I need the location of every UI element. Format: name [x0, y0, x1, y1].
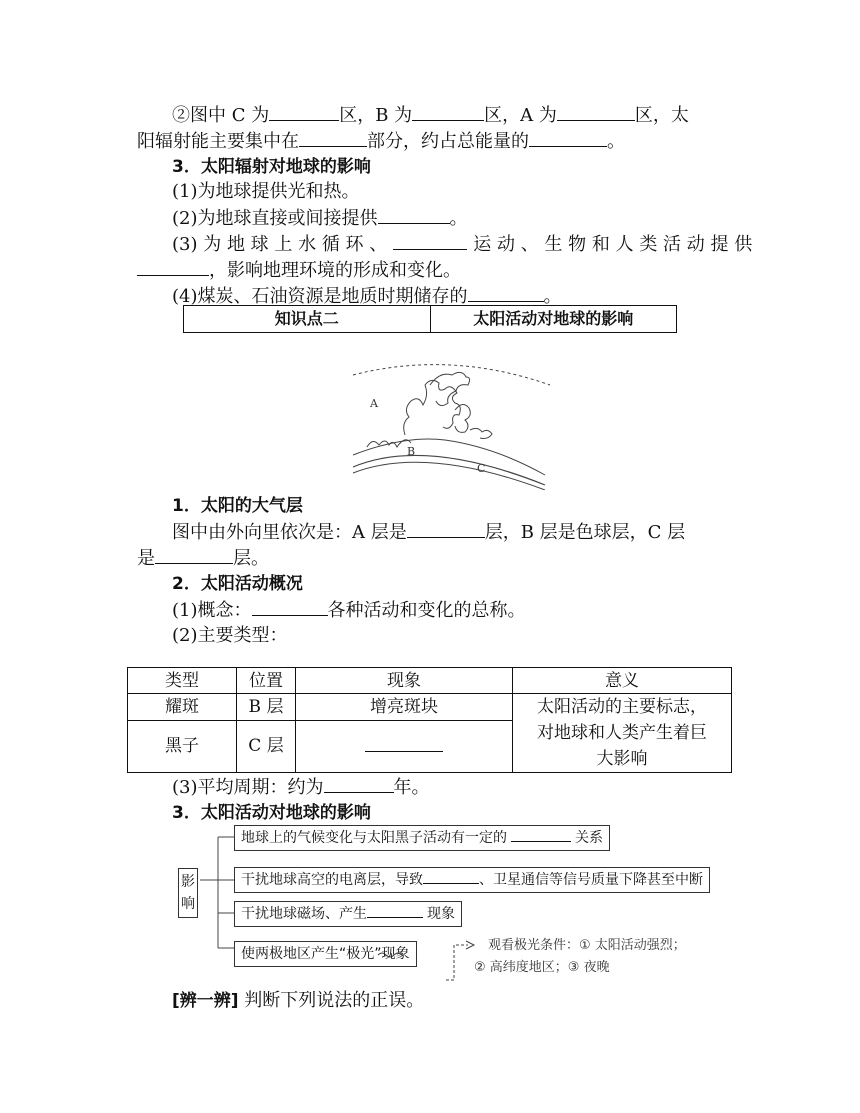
branch-text: 干扰地球磁场、产生	[241, 906, 367, 922]
answer-blank	[511, 827, 571, 842]
q2-text: 阳辐射能主要集中在	[137, 131, 299, 152]
atm-text: 是	[137, 548, 155, 569]
meaning-line: 太阳活动的主要标志，	[537, 697, 707, 717]
answer-blank	[299, 128, 367, 147]
answer-blank	[367, 903, 423, 918]
branch-text: ”现象	[374, 946, 410, 962]
meaning-line: 对地球和人类产生着巨	[537, 723, 707, 743]
meaning-line: 大影响	[596, 749, 648, 769]
atm-line2	[137, 545, 269, 572]
q2-line2	[137, 128, 625, 155]
types-line: (2)主要类型：	[172, 625, 288, 646]
answer-blank	[378, 205, 450, 224]
answer-blank	[365, 733, 443, 752]
meaning-cell	[513, 694, 732, 773]
item-text: 。	[449, 208, 468, 229]
list-item: (1)为地球提供光和热。	[172, 181, 360, 202]
table-header-row	[128, 668, 732, 694]
table-header: 意义	[513, 668, 732, 694]
atm-line1	[172, 519, 685, 546]
impact-root-box	[178, 868, 198, 918]
answer-blank	[423, 869, 479, 884]
answer-blank	[557, 102, 635, 121]
branch-text: 现象	[427, 906, 455, 922]
q2-text: 区，太	[634, 105, 689, 126]
knowledge-point-header	[183, 305, 677, 333]
item-text: (4)煤炭、石油资源是地质时期储存的	[172, 286, 468, 307]
impact-branch-ionosphere	[234, 867, 710, 893]
answer-blank	[393, 231, 467, 250]
judge-text: 判断下列说法的正误。	[238, 990, 425, 1011]
branch-text: 、卫星通信等信号质量下降甚至中断	[479, 872, 703, 888]
item-text: 运 动 、 生 物 和 人 类 活 动 提 供	[473, 234, 753, 255]
answer-blank	[252, 597, 328, 616]
item-text: (3) 为 地 球 上 水 循 环 、	[172, 234, 388, 255]
table-cell: 黑子	[128, 720, 237, 772]
table-header: 类型	[128, 668, 237, 694]
solar-activity-table	[127, 667, 732, 773]
impact-branch-magnetic	[234, 901, 462, 927]
q2-text: ②图中 C 为	[172, 105, 270, 126]
table-header: 位置	[237, 668, 296, 694]
q2-text: 部分，约占总能量的	[367, 131, 529, 152]
table-cell: 增亮斑块	[296, 694, 513, 721]
judge-tag: [辨一辨]	[172, 991, 239, 1011]
knowledge-point-title: 太阳活动对地球的影响	[473, 309, 634, 328]
root-char: 影	[181, 874, 195, 890]
item-text: (2)为地球直接或间接提供	[172, 208, 378, 229]
branch-text: 关系	[575, 830, 603, 846]
concept-text: (1)概念：	[172, 600, 252, 621]
answer-blank	[155, 545, 233, 564]
table-cell: B 层	[237, 694, 296, 721]
answer-blank	[412, 102, 484, 121]
table-cell: 耀斑	[128, 694, 237, 721]
list-item	[172, 231, 752, 258]
knowledge-point-label: 知识点二	[184, 306, 431, 332]
concept-text: 各种活动和变化的总称。	[327, 600, 526, 621]
impact-branch-climate	[234, 825, 610, 851]
table-row	[128, 694, 732, 721]
item-text: ，影响地理环境的形成和变化。	[209, 260, 461, 281]
sun-atmosphere-figure	[345, 355, 555, 490]
aurora-keyword: 极光	[346, 946, 375, 962]
aurora-note-line1: 观看极光条件：① 太阳活动强烈；	[488, 938, 686, 953]
list-item-cont	[137, 257, 461, 284]
answer-blank	[137, 257, 209, 276]
q2-text: 。	[607, 131, 625, 152]
section-heading: 1．太阳的大气层	[172, 496, 303, 516]
figure-label-c: C	[477, 462, 486, 475]
table-cell: C 层	[237, 720, 296, 772]
answer-blank	[269, 102, 339, 121]
section-heading: 3．太阳活动对地球的影响	[172, 803, 371, 823]
period-line	[172, 774, 430, 801]
section-heading: 3．太阳辐射对地球的影响	[172, 157, 371, 177]
impact-branch-aurora	[234, 941, 417, 967]
item-text: 。	[543, 286, 562, 307]
figure-label-a: A	[370, 397, 378, 410]
root-char: 响	[181, 896, 195, 912]
period-text: (3)平均周期：约为	[172, 777, 324, 798]
branch-text: 使两极地区产生“	[241, 946, 347, 962]
atm-text: 层。	[233, 548, 269, 569]
q2-line1	[172, 102, 689, 129]
atm-text: 层，B 层是色球层，C 层	[484, 522, 686, 543]
judge-line	[172, 988, 424, 1014]
branch-text: 地球上的气候变化与太阳黑子活动有一定的	[241, 830, 507, 846]
branch-text: 干扰地球高空的电离层，导致	[241, 872, 423, 888]
atm-text: 图中由外向里依次是：A 层是	[172, 522, 407, 543]
answer-blank	[407, 519, 485, 538]
answer-blank	[468, 283, 544, 302]
figure-label-b: B	[407, 445, 416, 458]
list-item	[172, 205, 468, 232]
concept-line	[172, 597, 526, 624]
section-heading: 2．太阳活动概况	[172, 574, 303, 594]
answer-blank	[529, 128, 607, 147]
q2-text: 区，B 为	[339, 105, 413, 126]
table-header: 现象	[296, 668, 513, 694]
answer-blank	[324, 774, 394, 793]
period-text: 年。	[393, 777, 430, 798]
table-cell	[296, 720, 513, 772]
aurora-note-line2: ② 高纬度地区；③ 夜晚	[474, 960, 610, 975]
q2-text: 区，A 为	[484, 105, 557, 126]
